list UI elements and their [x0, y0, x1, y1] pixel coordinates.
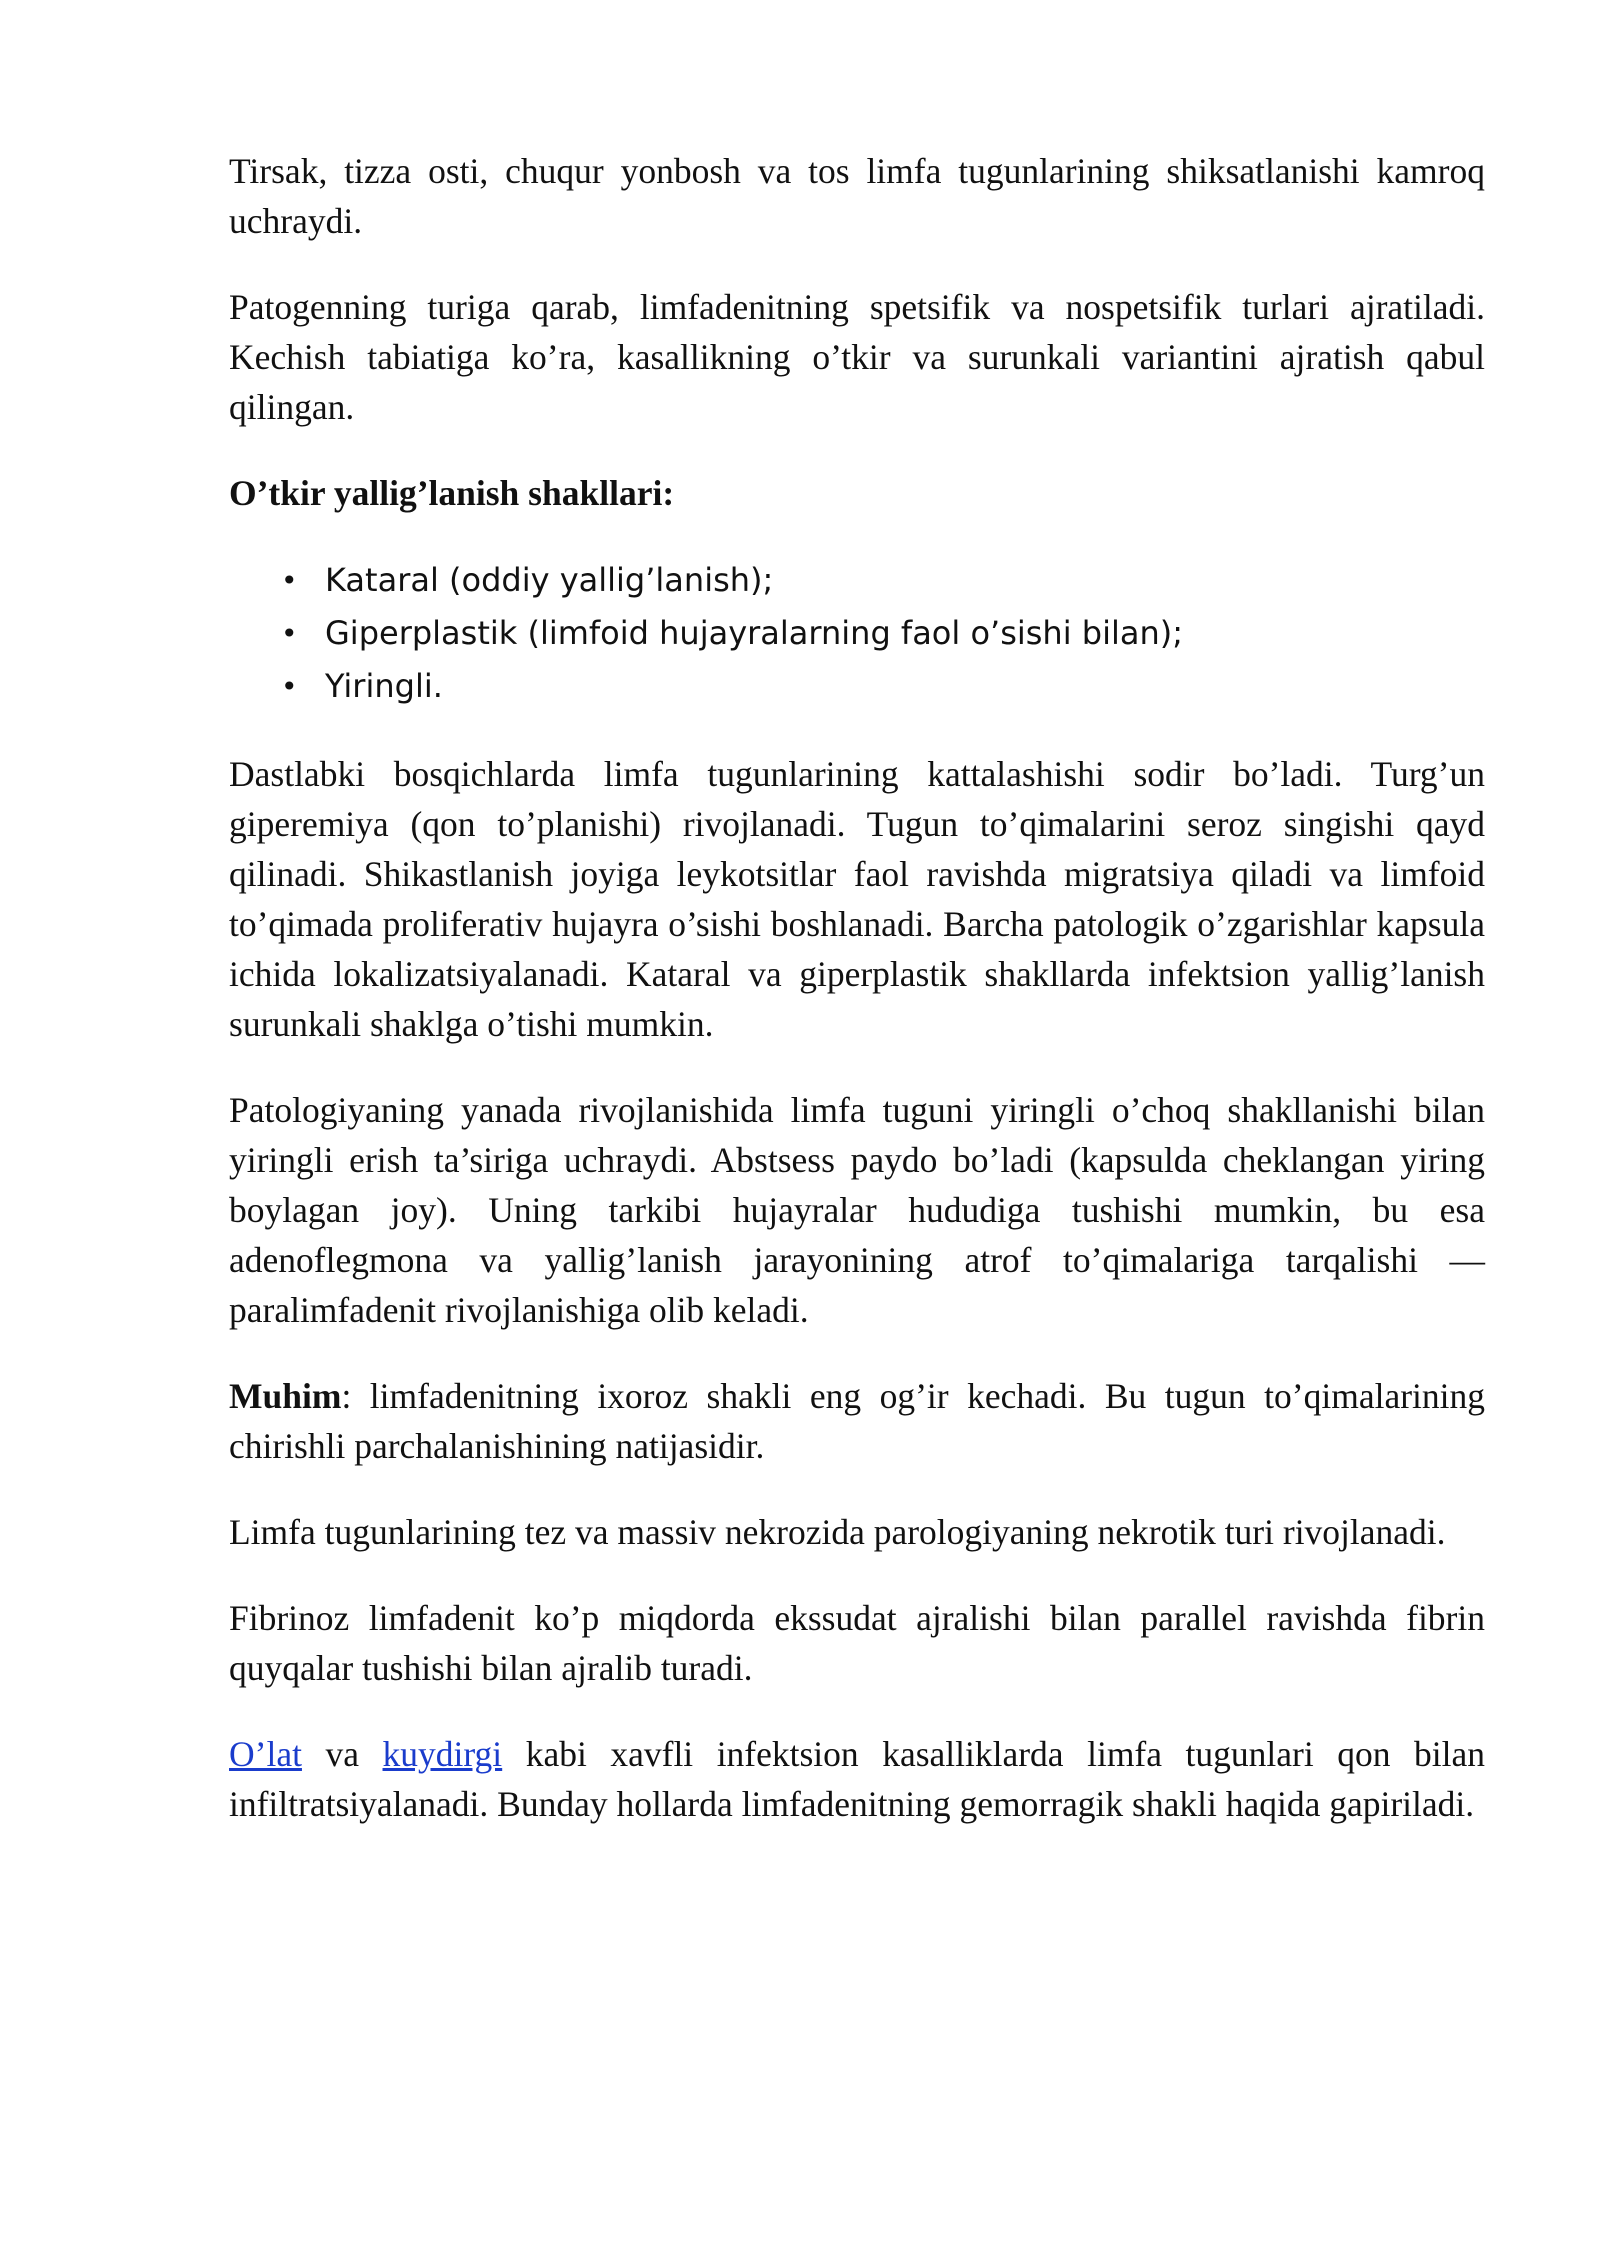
paragraph-8 — [229, 1729, 1485, 1829]
paragraph-3: Dastlabki bosqichlarda limfa tugunlarining kattalashishi sodir bo’ladi. Turg’un giperemiya (qon to’planishi) rivojlanadi. Tugun to’qimalarini seroz singishi qayd qilinadi. Shikastlanish joyiga leykotsitlar faol ravishda migratsiya qiladi va limfoid to’qimada proliferativ hujayra o’sishi boshlanadi. Barcha patologik o’zgarishlar kapsula ichida lokalizatsiyalanadi. Kataral va giperplastik shakllarda infektsion yallig’lanish surunkali shaklga o’tishi mumkin. — [229, 754, 1485, 1044]
important-label: Muhim — [229, 1376, 342, 1416]
paragraph-2: Patogenning turiga qarab, limfadenitning spetsifik va nospetsifik turlari ajratiladi. Kechish tabiatiga ko’ra, kasallikning o’tkir va surunkali variantini ajratish qabul qilingan. — [229, 287, 1485, 427]
list-item — [229, 554, 1485, 607]
list-item-text: Yiringli. — [325, 667, 443, 705]
paragraph-5-text: : limfadenitning ixoroz shakli eng og’ir kechadi. Bu tugun to’qimalarining chirishli parchalanishining natijasidir. — [229, 1376, 1485, 1466]
bullet-list — [229, 554, 1485, 713]
paragraph-8-text: kabi xavfli infektsion kasalliklarda limfa tugunlari qon bilan infiltratsiyalanadi. Bunday hollarda limfadenitning gemorragik shakli haqida gapiriladi. — [229, 1734, 1485, 1824]
paragraph-7: Fibrinoz limfadenit ko’p miqdorda ekssudat ajralishi bilan parallel ravishda fibrin quyqalar tushishi bilan ajralib turadi. — [229, 1598, 1485, 1688]
paragraph-8-connector: va — [301, 1734, 383, 1774]
bullet-icon: • — [281, 617, 298, 650]
plague-link[interactable]: O’lat — [229, 1734, 302, 1774]
section-heading: O’tkir yallig’lanish shakllari: — [229, 473, 675, 513]
list-item — [229, 660, 1485, 713]
paragraph-5 — [229, 1371, 1485, 1471]
paragraph-6: Limfa tugunlarining tez va massiv nekrozida parologiyaning nekrotik turi rivojlanadi. — [229, 1512, 1446, 1552]
list-item-text: Kataral (oddiy yallig’lanish); — [325, 561, 774, 599]
anthrax-link[interactable]: kuydirgi — [382, 1734, 503, 1774]
paragraph-1: Tirsak, tizza osti, chuqur yonbosh va tos limfa tugunlarining shiksatlanishi kamroq uchraydi. — [229, 151, 1485, 241]
document-page — [229, 146, 1485, 1865]
bullet-icon: • — [281, 564, 298, 597]
paragraph-4: Patologiyaning yanada rivojlanishida limfa tuguni yiringli o’choq shakllanishi bilan yiringli erish ta’siriga uchraydi. Abstsess paydo bo’ladi (kapsulda cheklangan yiring boylagan joy). Uning tarkibi hujayralar hududiga tushishi mumkin, bu esa adenoflegmona va yallig’lanish jarayonining atrof to’qimalariga tarqalishi — paralimfadenit rivojlanishiga olib keladi. — [229, 1090, 1485, 1330]
list-item-text: Giperplastik (limfoid hujayralarning faol o’sishi bilan); — [325, 614, 1184, 652]
bullet-icon: • — [281, 670, 298, 703]
list-item — [229, 607, 1485, 660]
